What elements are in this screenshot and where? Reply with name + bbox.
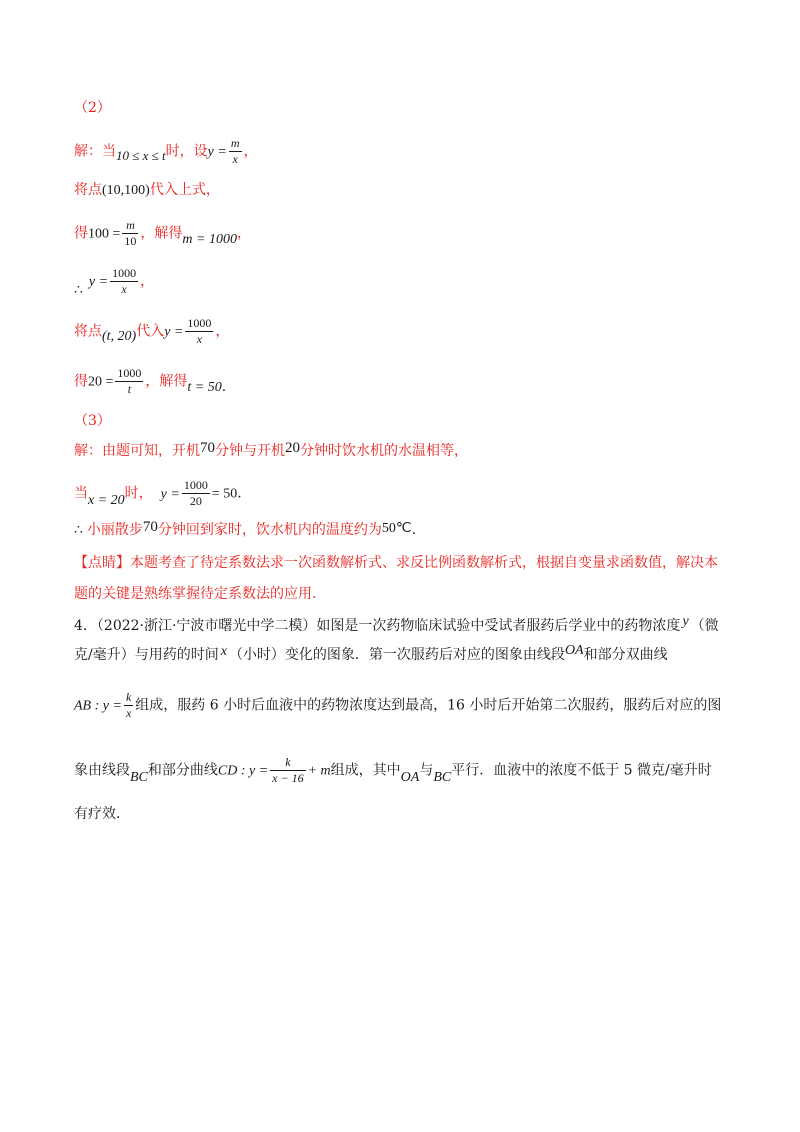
fraction: $\frac{1000}{t}$ — [117, 366, 142, 396]
fraction: $\frac{1000}{20}$ — [183, 478, 208, 508]
part2-line5: 将点(t, 20)代入y = $\frac{1000}{x}$ ， — [74, 316, 230, 346]
fraction: $\frac{m}{x}$ — [230, 136, 240, 166]
part2-line3: 得100 = $\frac{m}{10}$ ，解得m = 1000， — [74, 218, 251, 248]
part2-header: （2） — [74, 100, 111, 116]
fraction: $\frac{k}{x - 16}$ — [272, 755, 304, 785]
part2-line6: 得20 = $\frac{1000}{t}$ ，解得t = 50. — [74, 366, 227, 396]
fraction: $\frac{m}{10}$ — [124, 218, 137, 248]
problem4-line3: AB : y = $\frac{k}{x}$ 组成，服药 6 小时后血液中的药物浓度达到最高，16 小时后开始第二次服药，服药后对应的图 — [74, 690, 722, 720]
problem4-line5: 有疗效． — [74, 806, 130, 822]
part3-line1: 解：由题可知，开机70分钟与开机20分钟时饮水机的水温相等， — [74, 440, 468, 459]
fraction: $\frac{1000}{x}$ — [112, 266, 137, 296]
part2-line2: 将点(10,100)代入上式， — [74, 182, 220, 198]
fraction: $\frac{k}{x}$ — [125, 690, 132, 720]
part3-line2: 当x = 20时， y = $\frac{1000}{20}$ = 50. — [74, 478, 242, 508]
comment-line1: 【点睛】本题考查了待定系数法求一次函数解析式、求反比例函数解析式，根据自变量求函数值，解决本 — [74, 555, 718, 571]
comment-tag: 【点睛】 — [74, 555, 130, 571]
comment-line2: 题的关键是熟练掌握待定系数法的应用. — [74, 586, 317, 602]
part3-header: （3） — [74, 413, 111, 429]
problem4-line2: 克/毫升）与用药的时间 x （小时）变化的图象．第一次服药后对应的图象由线段OA和部分双曲线 — [74, 643, 668, 663]
part2-line4: ∴ y = $\frac{1000}{x}$ ， — [74, 266, 155, 298]
problem4-line1: 4．（2022·浙江·宁波市曙光中学二模）如图是一次药物临床试验中受试者服药后学业中的药物浓度 y （微 — [74, 614, 719, 634]
part2-line1: 解：当10 ≤ x ≤ t时，设y = $\frac{m}{x}$ ， — [74, 136, 258, 166]
part3-line3: ∴ 小丽散步70分钟回到家时，饮水机内的温度约为50℃. — [74, 519, 417, 538]
problem4-line4: 象由线段BC和部分曲线CD : y = $\frac{k}{x - 16}$ + m组成，其中OA与BC平行．血液中的浓度不低于 5 微克/毫升时 — [74, 755, 712, 785]
fraction: $\frac{1000}{x}$ — [187, 316, 212, 346]
